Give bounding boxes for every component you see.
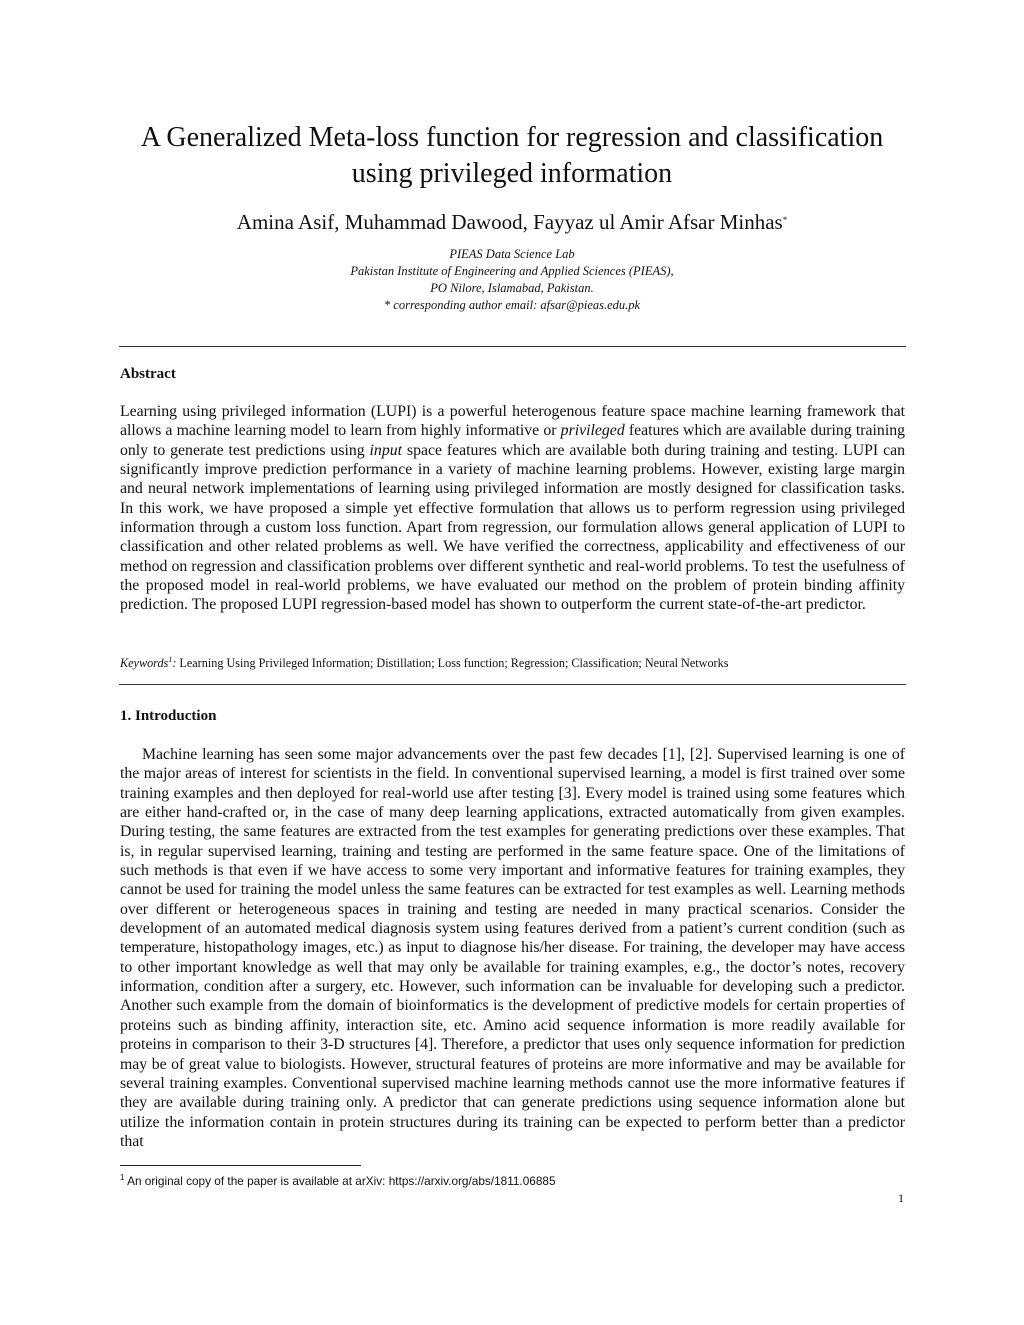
paper-title bbox=[100, 120, 924, 192]
abstract-top-rule bbox=[119, 346, 906, 347]
corresponding-mark: * bbox=[782, 215, 788, 225]
abstract-emphasis-privileged: privileged bbox=[560, 422, 625, 440]
title-line-2: using privileged information bbox=[351, 158, 673, 189]
abstract-text-part-3: space features which are available both during training and testing. LUPI can significantly improve prediction performance in a variety of machine learning problems. However, existing large margin and neural network implementations of learning using privileged information are mostly designed for classification tasks. In this work, we have proposed a simple yet effective formulation that allows us to perform regression using privileged information through a custom loss function. Apart from regression, our formulation allows general application of LUPI to classification and other related problems as well. We have verified the correctness, applicability and effectiveness of our method on regression and classification problems over different synthetic and real-world problems. To test the usefulness of the proposed model in real-world problems, we have evaluated our method on the problem of protein binding affinity prediction. The proposed LUPI regression-based model has shown to outperform the current state-of-the-art predictor. bbox=[120, 441, 905, 614]
corresponding-email: * corresponding author email: afsar@pieas.edu.pk bbox=[383, 298, 641, 312]
keywords-label: Keywords$^1$: bbox=[120, 655, 177, 671]
introduction-heading: 1. Introduction bbox=[120, 708, 217, 724]
keywords-line bbox=[120, 652, 905, 671]
page-number: 1 bbox=[898, 1191, 904, 1205]
footnote-mark: 1 bbox=[120, 1173, 125, 1182]
footnote bbox=[120, 1173, 556, 1188]
affiliation-block bbox=[100, 246, 924, 314]
affiliation-address: PO Nilore, Islamabad, Pakistan. bbox=[430, 281, 594, 295]
title-line-1: A Generalized Meta-loss function for regression and classification bbox=[140, 122, 884, 153]
abstract-heading: Abstract bbox=[120, 366, 176, 382]
abstract-text-part-2: features which are available during training only to generate test predictions using bbox=[120, 422, 906, 459]
author-names: Amina Asif, Muhammad Dawood, Fayyaz ul Amir Afsar Minhas bbox=[236, 210, 783, 234]
abstract-bottom-rule bbox=[119, 684, 906, 685]
abstract-text bbox=[120, 402, 905, 615]
footnote-rule bbox=[120, 1165, 361, 1166]
author-list bbox=[100, 206, 924, 236]
affiliation-lab: PIEAS Data Science Lab bbox=[449, 247, 575, 261]
keywords-footnote-mark: 1 bbox=[168, 655, 173, 664]
keywords-text: Learning Using Privileged Information; Distillation; Loss function; Regression; Classification; Neural Networks bbox=[176, 656, 729, 671]
abstract-text-part-1: Learning using privileged information (LUPI) is a powerful heterogenous feature space machine learning framework that allows a machine learning model to learn from highly informative or bbox=[120, 403, 905, 440]
footnote-text: An original copy of the paper is available at arXiv: https://arxiv.org/abs/1811.06885 bbox=[124, 1173, 556, 1188]
affiliation-institute: Pakistan Institute of Engineering and Applied Sciences (PIEAS), bbox=[350, 264, 674, 278]
introduction-text: Machine learning has seen some major advancements over the past few decades [1], [2]. Supervised learning is one of the major areas of interest for scientists in the field. In conventional supervised learning, a model is first trained over some training examples and then deployed for real-world use after testing [3]. Every model is trained using some features which are either hand-crafted or, in the case of many deep learning applications, extracted automatically from given examples. During testing, the same features are extracted from the test examples for generating predictions over these examples. That is, in regular supervised learning, training and testing are performed in the same feature space. One of the limitations of such methods is that even if we have access to some very important and informative features for training examples, they cannot be used for training the model unless the same features can be extracted for test examples as well. Learning methods over different or heterogeneous spaces in training and testing are needed in many practical scenarios. Consider the development of an automated medical diagnosis system using features derived from a patient’s current condition (such as temperature, histopathology images, etc.) as input to diagnose his/her disease. For training, the developer may have access to other important knowledge as well that may only be available for training examples, e.g., the doctor’s notes, recovery information, condition after a surgery, etc. However, such information can be invaluable for developing such a predictor. Another such example from the domain of bioinformatics is the development of predictive models for certain properties of proteins such as binding affinity, interaction site, etc. Amino acid sequence information is more readily available for proteins in comparison to their 3-D structures [4]. Therefore, a predictor that uses only sequence information for prediction may be of great value to biologists. However, structural features of proteins are more informative and may be available for several training examples. Conventional supervised machine learning methods cannot use the more informative features if they are available during training only. A predictor that can generate predictions using sequence information alone but utilize the information contain in protein structures during its training can be expected to perform better than a predictor that bbox=[120, 746, 905, 1150]
abstract-emphasis-input: input bbox=[369, 441, 403, 459]
